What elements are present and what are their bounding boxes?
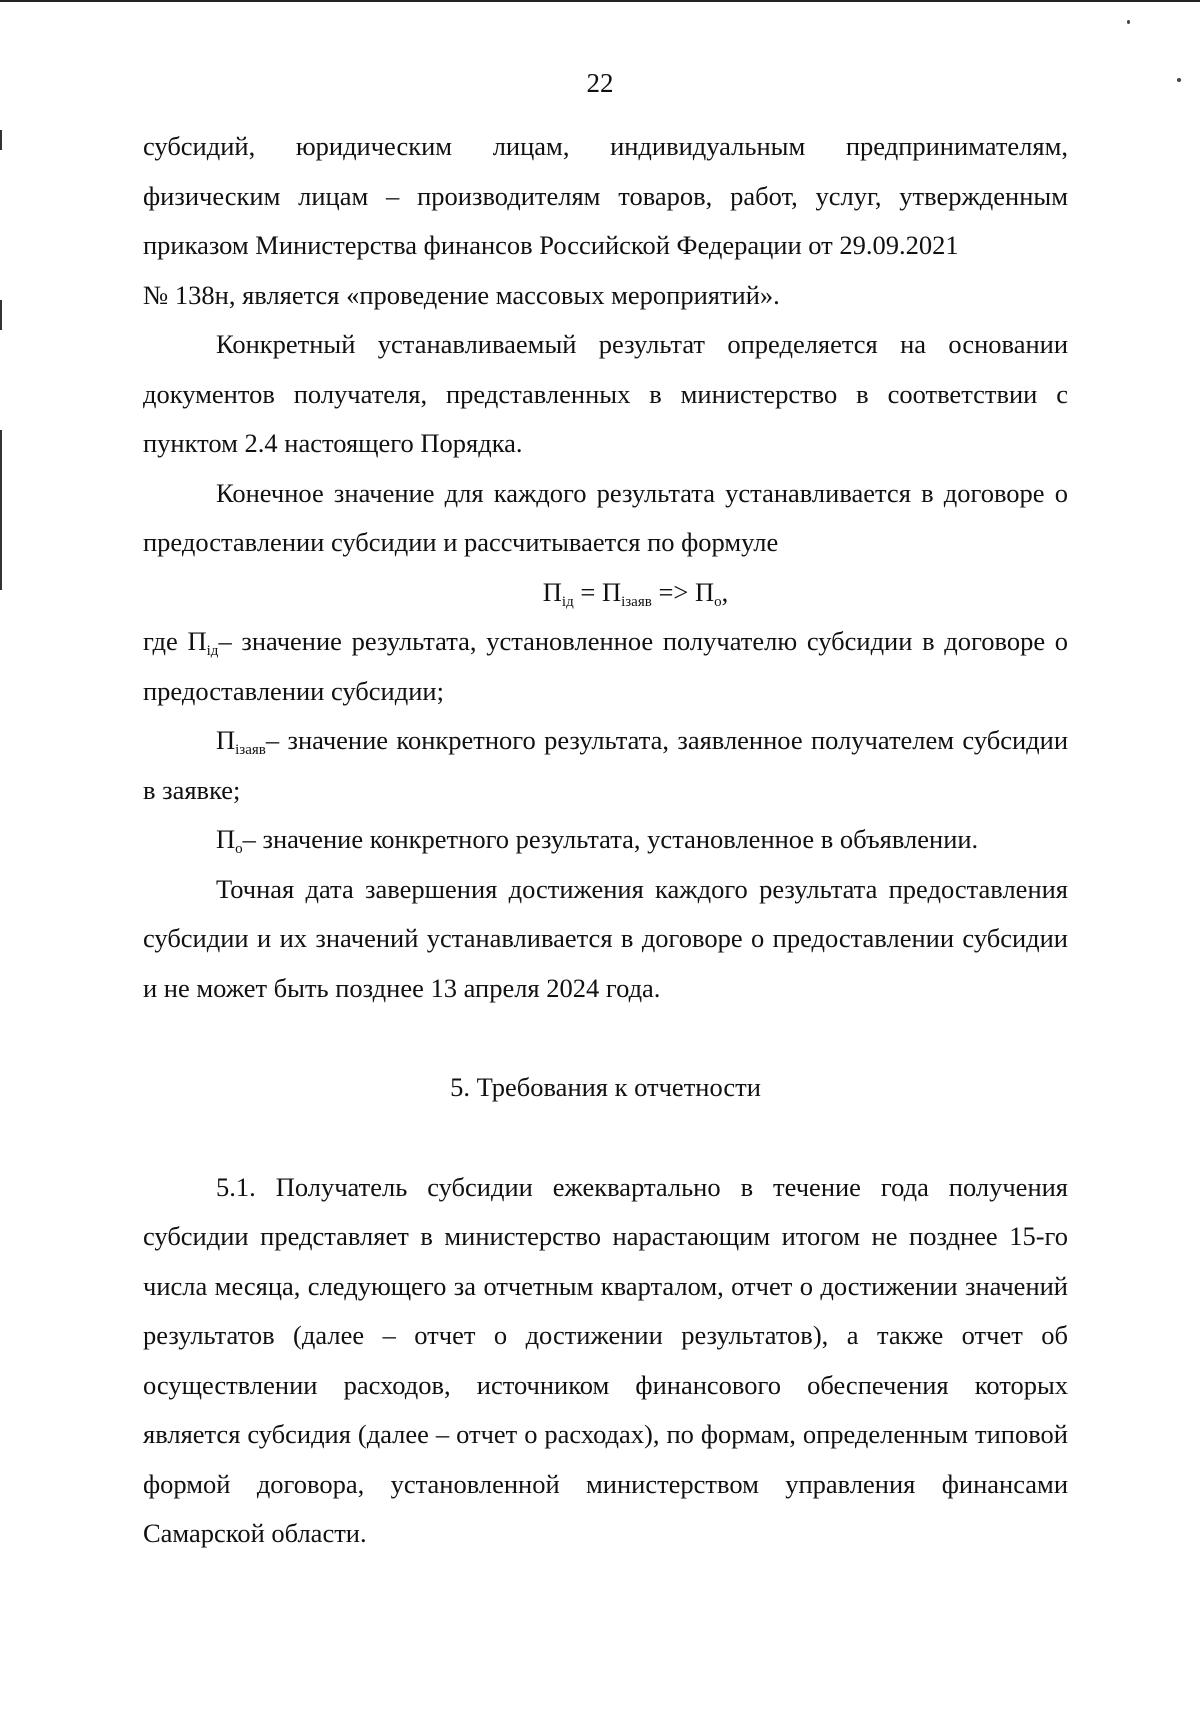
definition-pizayav: $П_{iзаяв}-$ значение конкретного результата, заявленное получателем субсидии в заявке; (143, 725, 1068, 805)
page-number: 22 (586, 68, 614, 98)
definition-po: $П_о-$ значение конкретного результата, установленное в объявлении. (216, 824, 979, 857)
document-body (143, 122, 1068, 1559)
paragraph-continuation: субсидий, юридическим лицам, индивидуальным предпринимателям, физическим лицам – производителям товаров, работ, услуг, утвержденным приказом Министерства финансов Российской Федерации от 29.09.2021 № 138н, является «проведение массовых мероприятий». (143, 131, 1068, 310)
scan-margin-mark (0, 430, 2, 590)
scan-margin-mark (0, 130, 2, 150)
scan-top-edge (0, 0, 1200, 2)
formula: $П_{iд} = П_{iзаяв} => П_о$, (542, 576, 729, 610)
scan-speck (1127, 20, 1130, 24)
paragraph-final-value: Конечное значение для каждого результата устанавливается в договоре о предоставлении субсидии и рассчитывается по формуле (143, 477, 1068, 557)
paragraph-5-1: 5.1. Получатель субсидии ежеквартально в течение года получения субсидии представляет в министерство нарастающим итогом не позднее 15-го числа месяца, следующего за отчетным кварталом, отчет о достижении значений результатов (далее – отчет о достижении результатов), а также отчет об осуществлении расходов, источником финансового обеспечения которых является субсидия (далее – отчет о расходах), по формам, определенным типовой формой договора, установленной министерством управления финансами Самарской области. (143, 1171, 1068, 1548)
paragraph-result: Конкретный устанавливаемый результат определяется на основании документов получателя, представленных в министерство в соответствии с пунктом 2.4 настоящего Порядка. (143, 329, 1068, 458)
definition-pid: где $П_{iд}-$ значение результата, установленное получателю субсидии в договоре о предоставлении субсидии; (143, 626, 1069, 706)
paragraph-deadline: Точная дата завершения достижения каждого результата предоставления субсидии и их значений устанавливается в договоре о предоставлении субсидии и не может быть позднее 13 апреля 2024 года. (143, 873, 1068, 1003)
scan-margin-mark (0, 300, 2, 330)
section-heading: 5. Требования к отчетности (450, 1072, 761, 1102)
